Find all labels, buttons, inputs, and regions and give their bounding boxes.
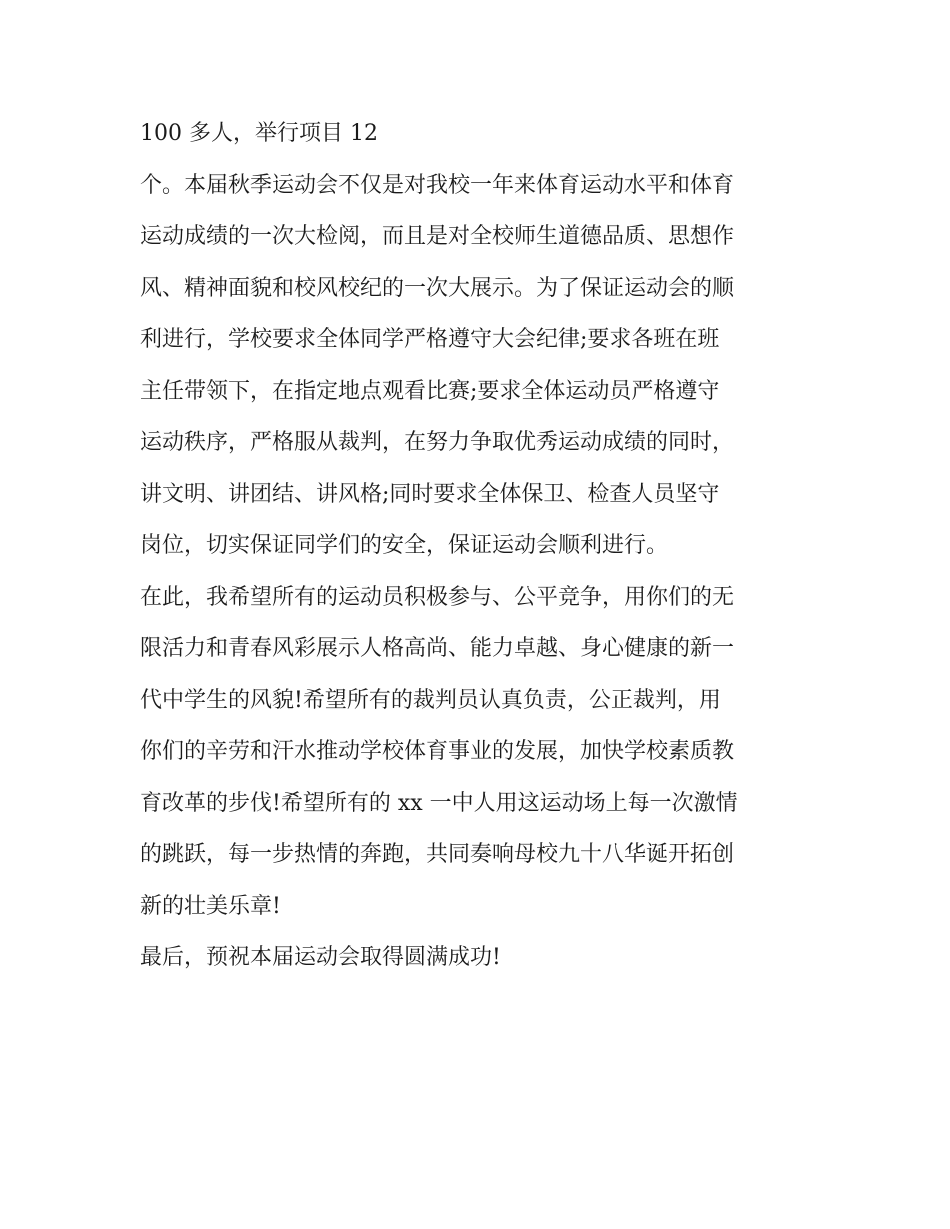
text-line: 最后，预祝本届运动会取得圆满成功! <box>140 945 501 970</box>
text-line: 运动秩序，严格服从裁判，在努力争取优秀运动成绩的同时， <box>140 430 735 455</box>
text-line: 利进行，学校要求全体同学严格遵守大会纪律;要求各班在班 <box>140 327 720 352</box>
text-line: 岗位，切实保证同学们的安全，保证运动会顺利进行。 <box>140 533 669 558</box>
text-line: 风、精神面貌和校风校纪的一次大展示。为了保证运动会的顺 <box>140 275 735 301</box>
text-line: 新的壮美乐章! <box>140 893 281 919</box>
text-line: 100 多人，举行项目 12 <box>140 121 378 146</box>
body-text <box>140 108 820 984</box>
text-line: 在此，我希望所有的运动员积极参与、公平竞争，用你们的无 <box>140 584 735 610</box>
text-line: 限活力和青春风彩展示人格高尚、能力卓越、身心健康的新一 <box>140 636 735 661</box>
text-line: 的跳跃，每一步热情的奔跑，共同奏响母校九十八华诞开拓创 <box>140 842 735 867</box>
text-line: 主任带领下，在指定地点观看比赛;要求全体运动员严格遵守 <box>140 378 720 404</box>
text-line: 育改革的步伐!希望所有的 xx 一中人用这运动场上每一次激情 <box>140 790 738 816</box>
text-line: 代中学生的风貌!希望所有的裁判员认真负责，公正裁判，用 <box>140 687 721 713</box>
text-line: 你们的辛劳和汗水推动学校体育事业的发展，加快学校素质教 <box>140 739 735 764</box>
text-line: 个。本届秋季运动会不仅是对我校一年来体育运动水平和体育 <box>140 172 735 198</box>
text-line: 运动成绩的一次大检阅，而且是对全校师生道德品质、思想作 <box>140 224 735 249</box>
text-line: 讲文明、讲团结、讲风格;同时要求全体保卫、检查人员坚守 <box>140 481 720 507</box>
